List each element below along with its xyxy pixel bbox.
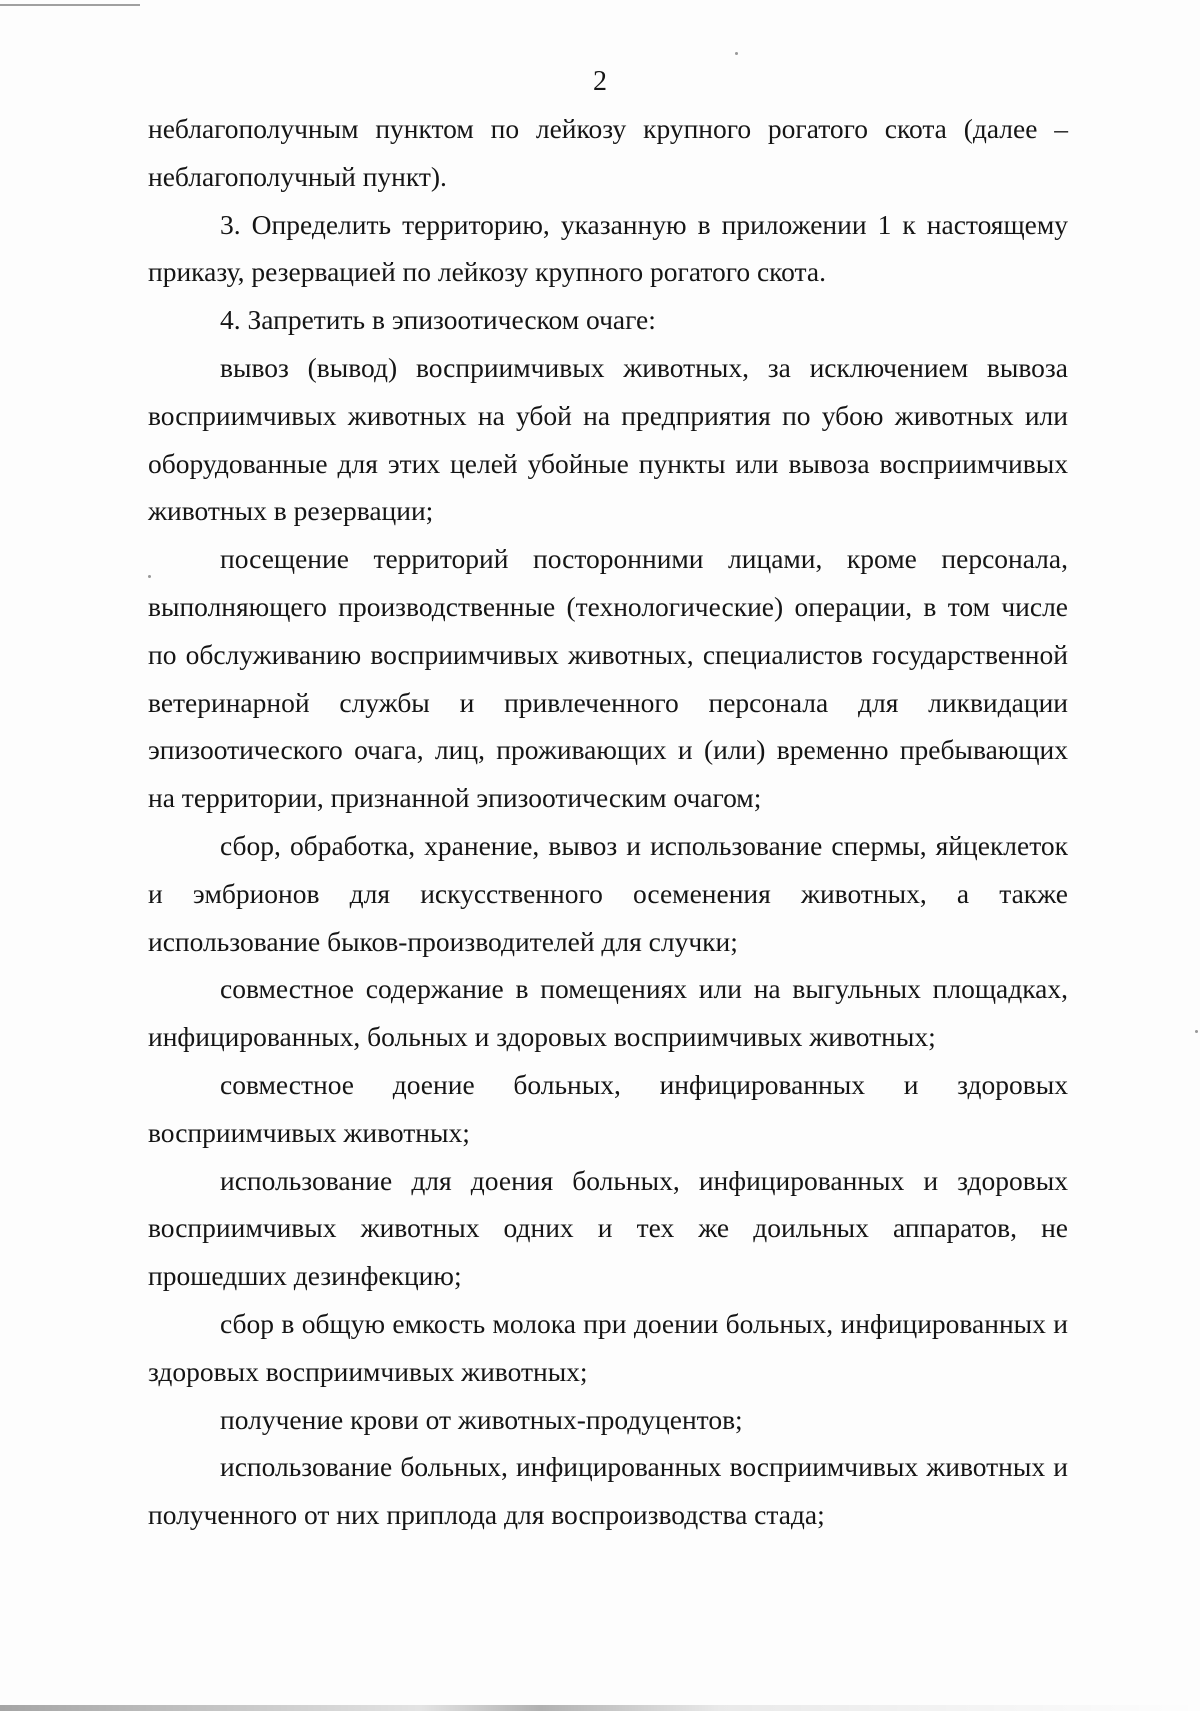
paragraph: сбор, обработка, хранение, вывоз и использование спермы, яйцеклеток и эмбрионов для искусственного осеменения животных, а также использование быков-производителей для случки; <box>148 829 1068 957</box>
paragraph: использование больных, инфицированных восприимчивых животных и полученного от них приплода для воспроизводства стада; <box>148 1451 1068 1531</box>
document-body <box>148 105 1068 1539</box>
paragraph: сбор в общую емкость молока при доении больных, инфицированных и здоровых восприимчивых животных; <box>148 1307 1068 1387</box>
paragraph: получение крови от животных-продуцентов; <box>220 1403 743 1435</box>
scan-speck <box>735 52 738 55</box>
scan-speck <box>1195 1030 1198 1033</box>
paragraph: посещение территорий посторонними лицами, кроме персонала, выполняющего производственные (технологические) операции, в том числе по обслуживанию восприимчивых животных, специалистов государственной ветеринарной службы и привлеченного персонала для ликвидации эпизоотического очага, лиц, проживающих и (или) временно пребывающих на территории, признанной эпизоотическим очагом; <box>148 543 1068 814</box>
paragraph: совместное содержание в помещениях или на выгульных площадках, инфицированных, больных и здоровых восприимчивых животных; <box>148 973 1068 1053</box>
page-number: 2 <box>593 66 607 97</box>
paragraph: 3. Определить территорию, указанную в приложении 1 к настоящему приказу, резервацией по лейкозу крупного рогатого скота. <box>148 208 1068 288</box>
paragraph: вывоз (вывод) восприимчивых животных, за исключением вывоза восприимчивых животных на убой на предприятия по убою животных или оборудованные для этих целей убойные пункты или вывоза восприимчивых животных в резервации; <box>148 351 1068 527</box>
paragraph: использование для доения больных, инфицированных и здоровых восприимчивых животных одних и тех же доильных аппаратов, не прошедших дезинфекцию; <box>148 1164 1068 1292</box>
scan-edge-top <box>0 0 140 6</box>
scan-edge-bottom <box>0 1705 1200 1711</box>
paragraph: неблагополучным пунктом по лейкозу крупного рогатого скота (далее – неблагополучный пункт). <box>148 113 1068 192</box>
paragraph: 4. Запретить в эпизоотическом очаге: <box>220 304 656 336</box>
paragraph: совместное доение больных, инфицированных и здоровых восприимчивых животных; <box>148 1068 1068 1148</box>
